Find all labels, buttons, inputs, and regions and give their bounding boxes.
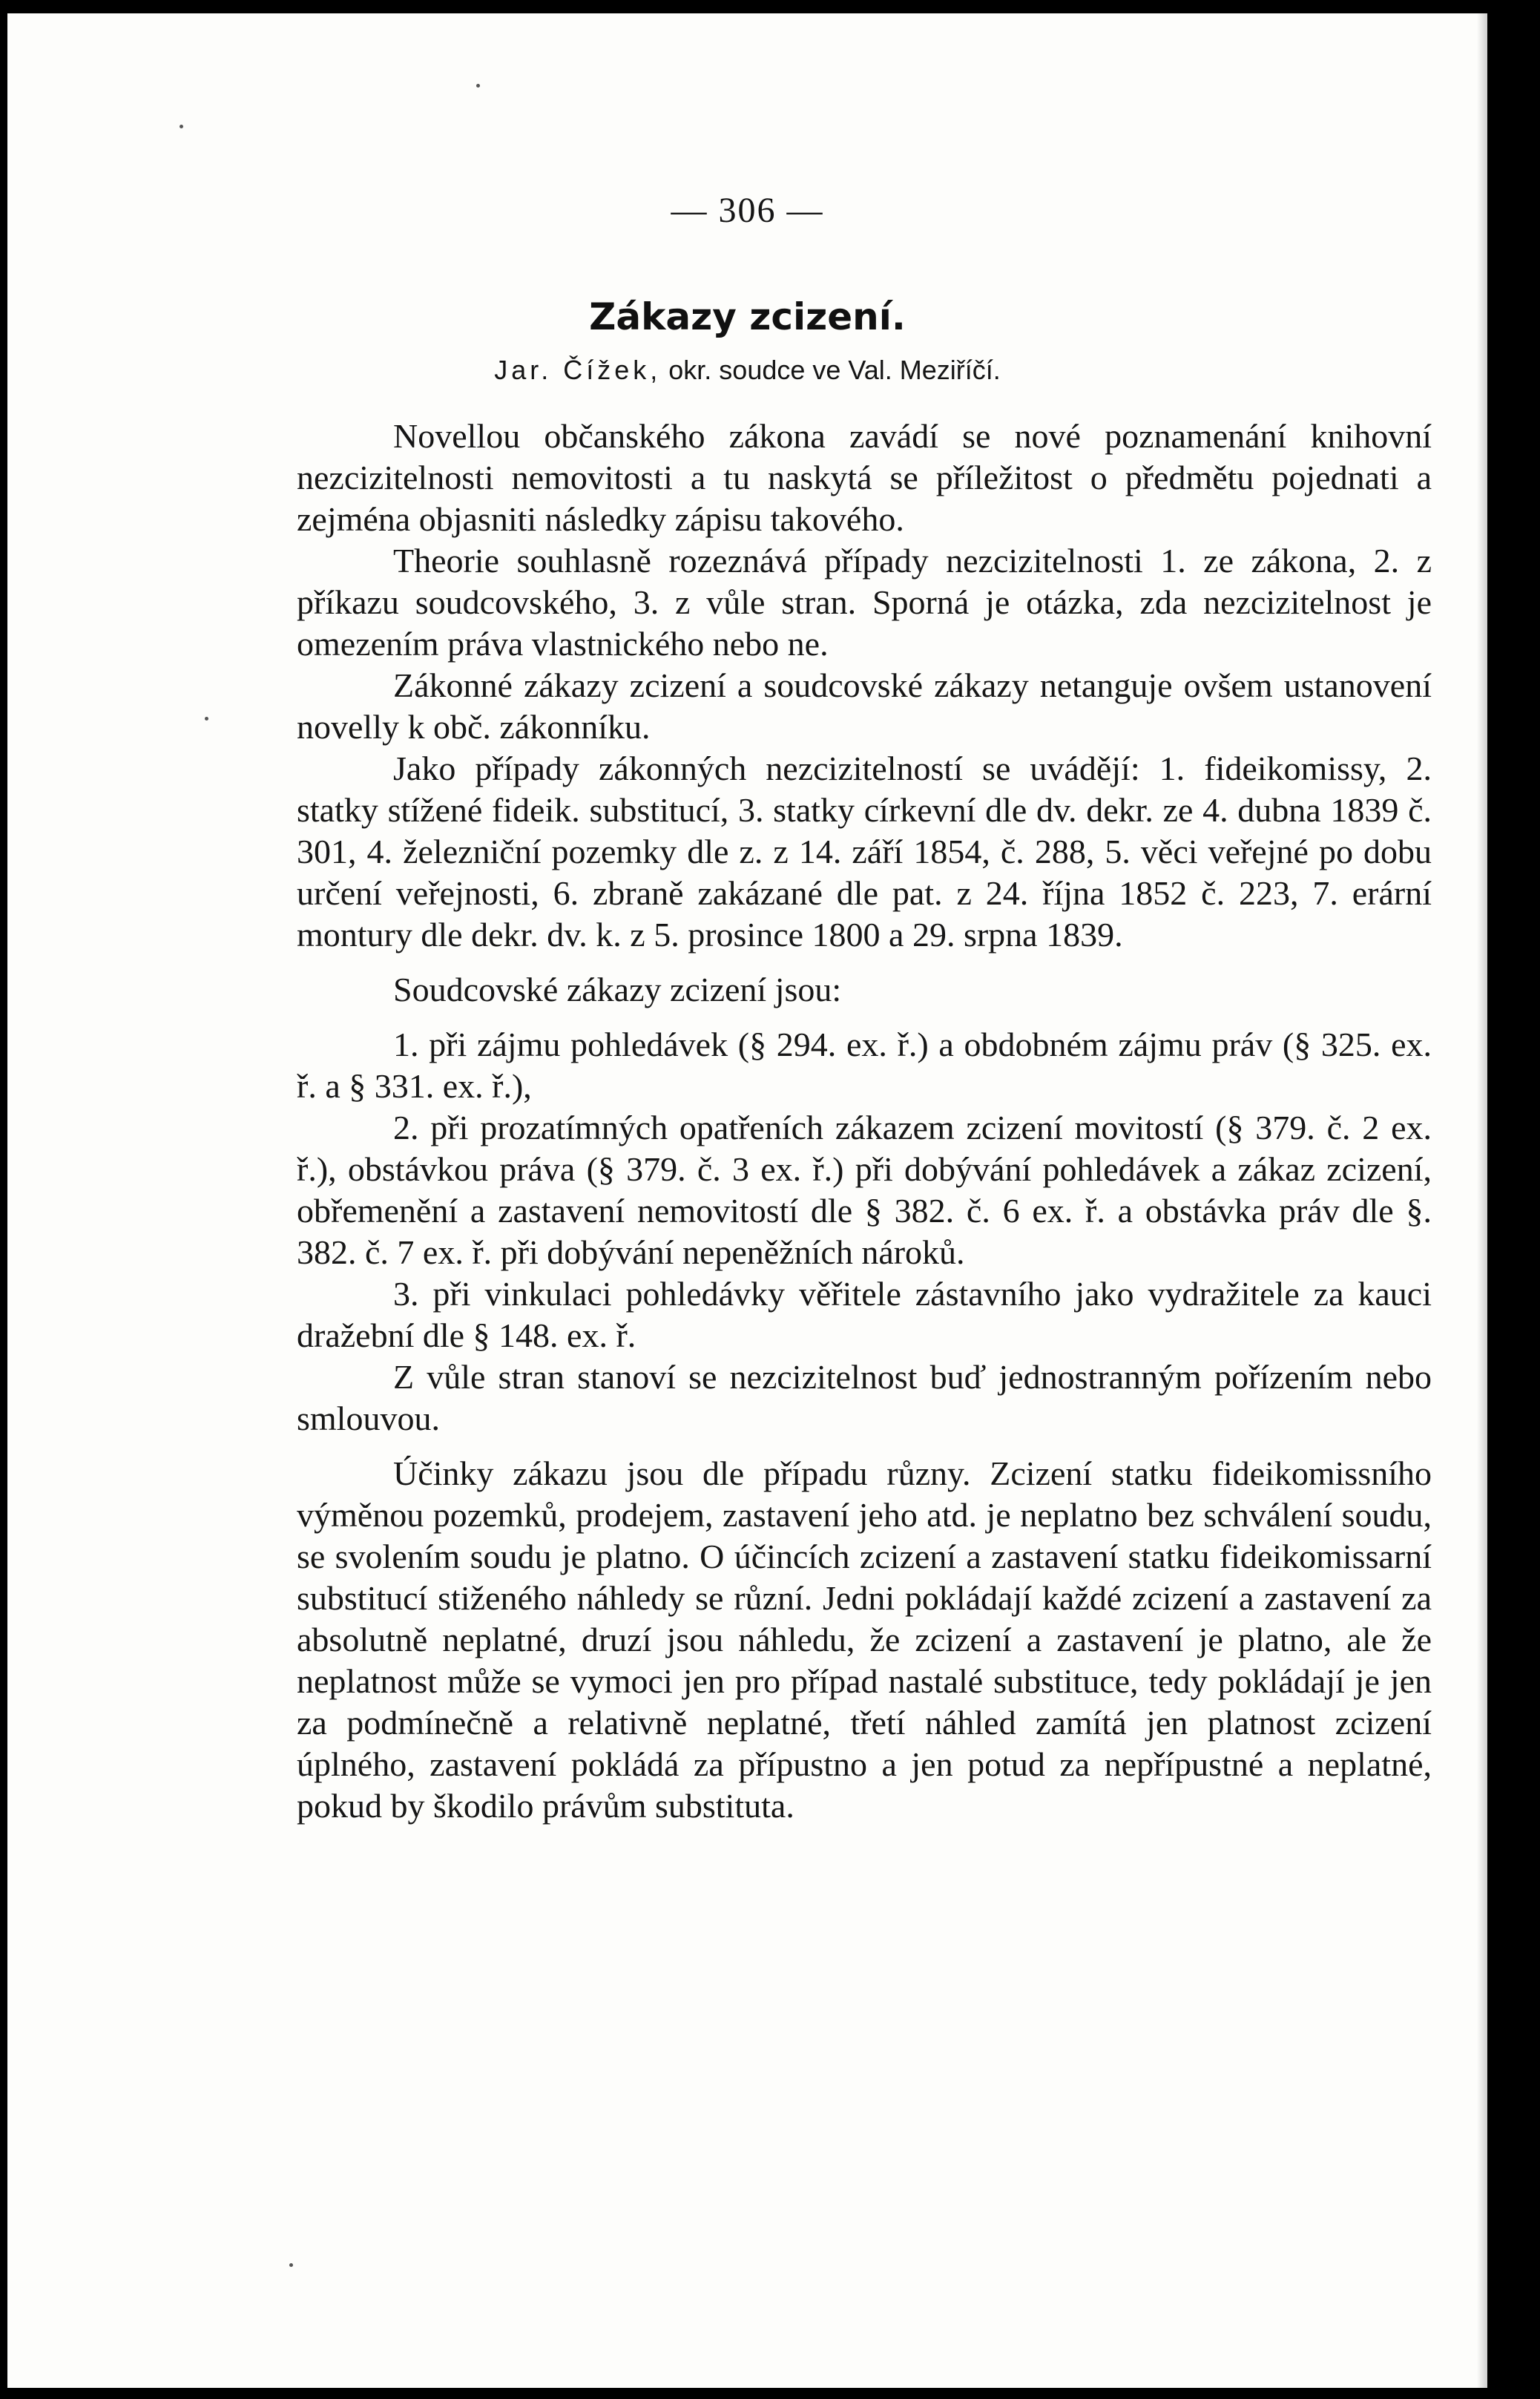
list-item-judicial-3: 3. při vinkulaci pohledávky věřitele zástavního jako vydražitele za kauci dražební dle § 148. ex. ř. [297,1275,1432,1354]
list-item-judicial-1: 1. při zájmu pohledávek (§ 294. ex. ř.) a obdobném zájmu práv (§ 325. ex. ř. a § 331. ex. ř.), [297,1025,1432,1105]
author-name: Jar. Čížek, [494,355,662,385]
paragraph-will-of-parties: Z vůle stran stanoví se nezcizitelnost buď jednostranným pořízením nebo smlouvou. [297,1358,1432,1437]
paragraph-theory: Theorie souhlasně rozeznává případy nezcizitelnosti 1. ze zákona, 2. z příkazu soudcovského, 3. z vůle stran. Sporná je otázka, zda nezcizitelnost je omezením práva vlastnického nebo ne. [297,542,1432,663]
paragraph-effects: Účinky zákazu jsou dle případu různy. Zcizení statku fideikomissního výměnou pozemků, prodejem, zastavení jeho atd. je neplatno bez schválení soudu, se svolením soudu je platno. O účincích zcizení a zastavení statku fideikomissarní substitucí stiženého náhledy se různí. Jedni pokládají každé zcizení a zastavení za absolutně neplatné, druzí jsou náhledu, že zcizení a zastavení je platno, ale že neplatnost může se vymoci jen pro případ nastalé substituce, tedy pokládají je jen za podmínečně a relativně neplatné, třetí náhled zamítá jen platnost zcizení úplného, zastavení pokládá za přípustno a jen potud za nepřípustné a neplatné, pokud by škodilo právům substituta. [297,1454,1432,1825]
paragraph-judicial-intro: Soudcovské zákazy zcizení jsou: [393,971,842,1008]
book-page [7,13,1487,2388]
paragraph-statutory-cases: Jako případy zákonných nezcizitelností se uvádějí: 1. fideikomissy, 2. statky stížené fideik. substitucí, 3. statky církevní dle dv. dekr. ze 4. dubna 1839 č. 301, 4. železniční pozemky dle z. z 14. září 1854, č. 288, 5. věci veřejné po dobu určení veřejnosti, 6. zbraně zakázané dle pat. z 24. října 1852 č. 223, 7. erární montury dle dekr. dv. k. z 5. prosince 1800 a 29. srpna 1839. [297,749,1432,954]
paragraph-legal-bans: Zákonné zákazy zcizení a soudcovské zákazy netanguje ovšem ustanovení novelly k obč. zákonníku. [297,666,1432,746]
paper-speck [289,2263,293,2267]
paper-speck [180,125,183,128]
paragraph-intro: Novellou občanského zákona zavádí se nové poznamenání knihovní nezcizitelnosti nemovitosti a tu naskytá se příležitost o předmětu pojednati a zejména objasniti následky zápisu takového. [297,417,1432,538]
list-item-judicial-2: 2. při prozatímných opatřeních zákazem zcizení movitostí (§ 379. č. 2 ex. ř.), obstávkou práva (§ 379. č. 3 ex. ř.) při dobývání pohledávek a zákaz zcizení, obřemenění a zastavení nemovitostí dle § 382. č. 6 ex. ř. a obstávka práv dle §. 382. č. 7 ex. ř. při dobývání nepeněžních nároků. [297,1109,1432,1271]
page-number: — 306 — [671,191,824,230]
paper-speck [205,717,208,721]
author-role: okr. soudce ve Val. Meziříčí. [668,355,1001,385]
article-title: Zákazy zcizení. [589,295,906,338]
paper-speck [476,84,480,88]
article-body [297,416,1432,1827]
author-byline [7,355,1487,386]
